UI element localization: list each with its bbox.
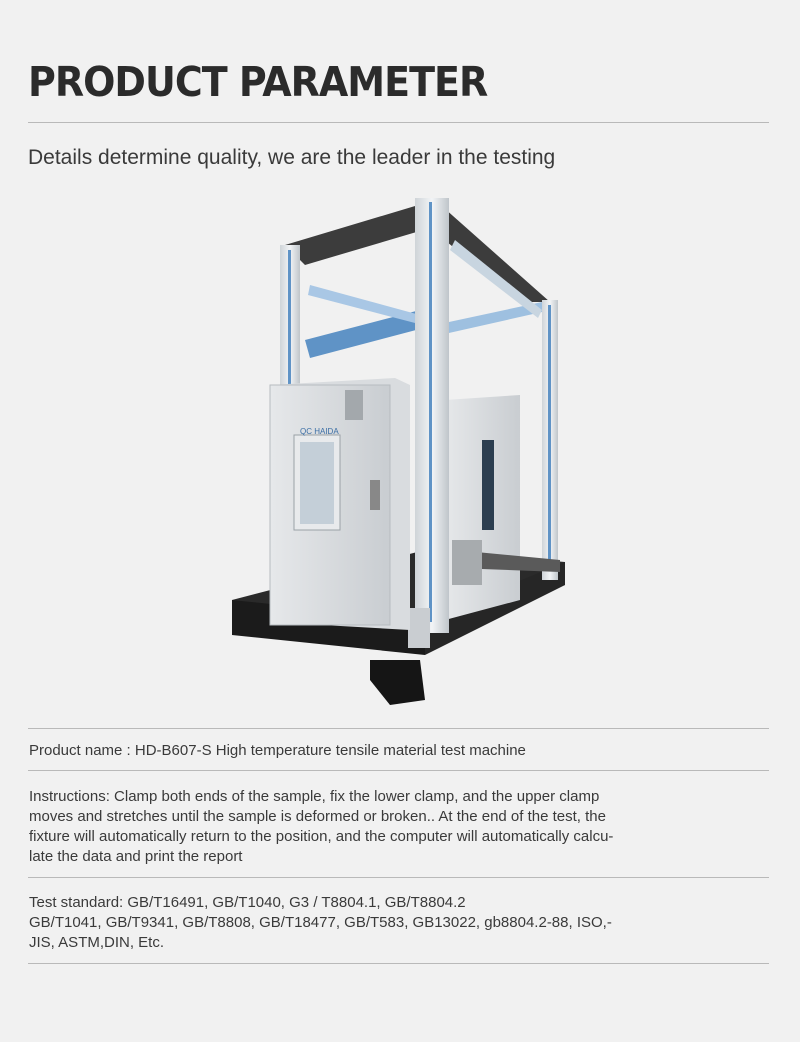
page-title: PRODUCT PARAMETER [28, 58, 488, 106]
details-divider-4 [28, 963, 769, 964]
test-standard [29, 893, 769, 953]
instructions [29, 787, 769, 867]
title-divider [28, 122, 769, 123]
product-name [29, 741, 769, 761]
standard-line: Test standard: GB/T16491, GB/T1040, G3 / T8804.1, GB/T8804.2 [29, 894, 466, 911]
instructions-line: late the data and print the report [29, 848, 243, 865]
details-divider-1 [28, 728, 769, 729]
brand-mark: QC HAIDA [300, 427, 339, 436]
control-cabinet [445, 395, 520, 620]
instructions-line: Instructions: Clamp both ends of the sample, fix the lower clamp, and the upper clamp [29, 788, 600, 805]
standard-line: GB/T1041, GB/T9341, GB/T8808, GB/T18477, GB/T583, GB13022, gb8804.2-88, ISO,- [29, 914, 612, 931]
details-divider-2 [28, 770, 769, 771]
details-divider-3 [28, 877, 769, 878]
instructions-line: moves and stretches until the sample is deformed or broken.. At the end of the test, the [29, 808, 606, 825]
product-name-line: Product name : HD-B607-S High temperature tensile material test machine [29, 742, 526, 759]
tagline: Details determine quality, we are the leader in the testing [28, 146, 556, 169]
instructions-line: fixture will automatically return to the position, and the computer will automatically calcu- [29, 828, 614, 845]
standard-line: JIS, ASTM,DIN, Etc. [29, 934, 165, 951]
temperature-chamber [270, 378, 410, 630]
product-image [220, 190, 590, 710]
